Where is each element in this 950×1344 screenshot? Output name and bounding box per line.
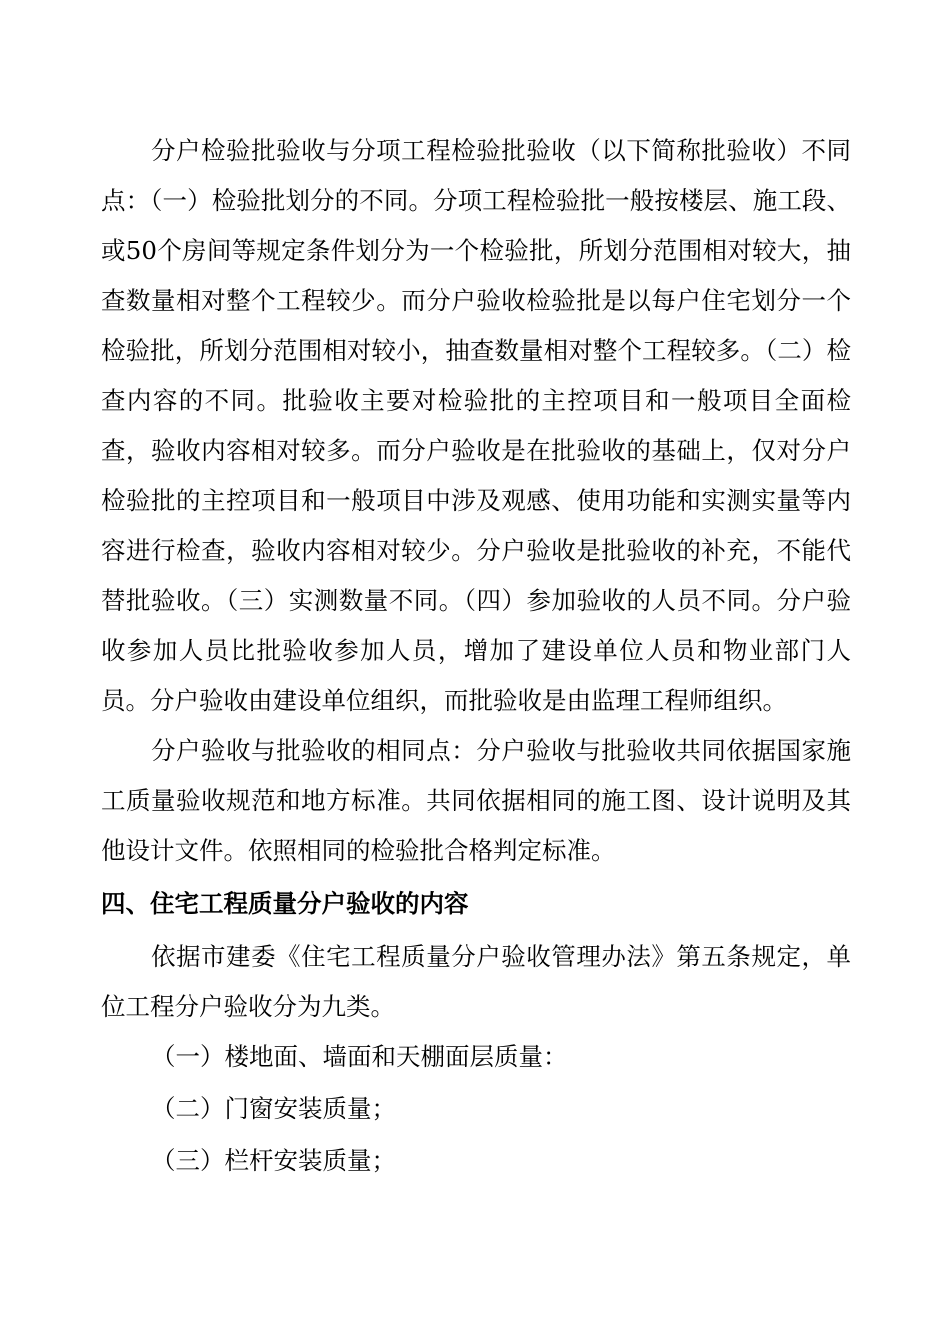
inspection-list [101, 1032, 851, 1186]
section-heading: 四、住宅工程质量分户验收的内容 [101, 889, 469, 918]
paragraph-similarities: 分户验收与批验收的相同点：分户验收与批验收共同依据国家施工质量验收规范和地方标准。共同依据相同的施工图、设计说明及其他设计文件。依照相同的检验批合格判定标准。 [101, 736, 851, 865]
paragraph-differences: 分户检验批验收与分项工程检验批验收（以下简称批验收）不同点：（一）检验批划分的不同。分项工程检验批一般按楼层、施工段、或50个房间等规定条件划分为一个检验批，所划分范围相对较大，抽查数量相对整个工程较少。而分户验收检验批是以每户住宅划分一个检验批，所划分范围相对较小，抽查数量相对整个工程较多。（二）检查内容的不同。批验收主要对检验批的主控项目和一般项目全面检查，验收内容相对较多。而分户验收是在批验收的基础上，仅对分户检验批的主控项目和一般项目中涉及观感、使用功能和实测实量等内容进行检查，验收内容相对较少。分户验收是批验收的补充，不能代替批验收。（三）实测数量不同。（四）参加验收的人员不同。分户验收参加人员比批验收参加人员，增加了建设单位人员和物业部门人员。分户验收由建设单位组织，而批验收是由监理工程师组织。 [101, 136, 851, 715]
document-page [101, 126, 851, 1186]
paragraph-regulation: 依据市建委《住宅工程质量分户验收管理办法》第五条规定，单位工程分户验收分为九类。 [101, 942, 851, 1021]
list-item: （一）楼地面、墙面和天棚面层质量： [151, 1042, 568, 1071]
list-item: （二）门窗安装质量； [151, 1094, 396, 1123]
list-item: （三）栏杆安装质量； [151, 1146, 396, 1175]
